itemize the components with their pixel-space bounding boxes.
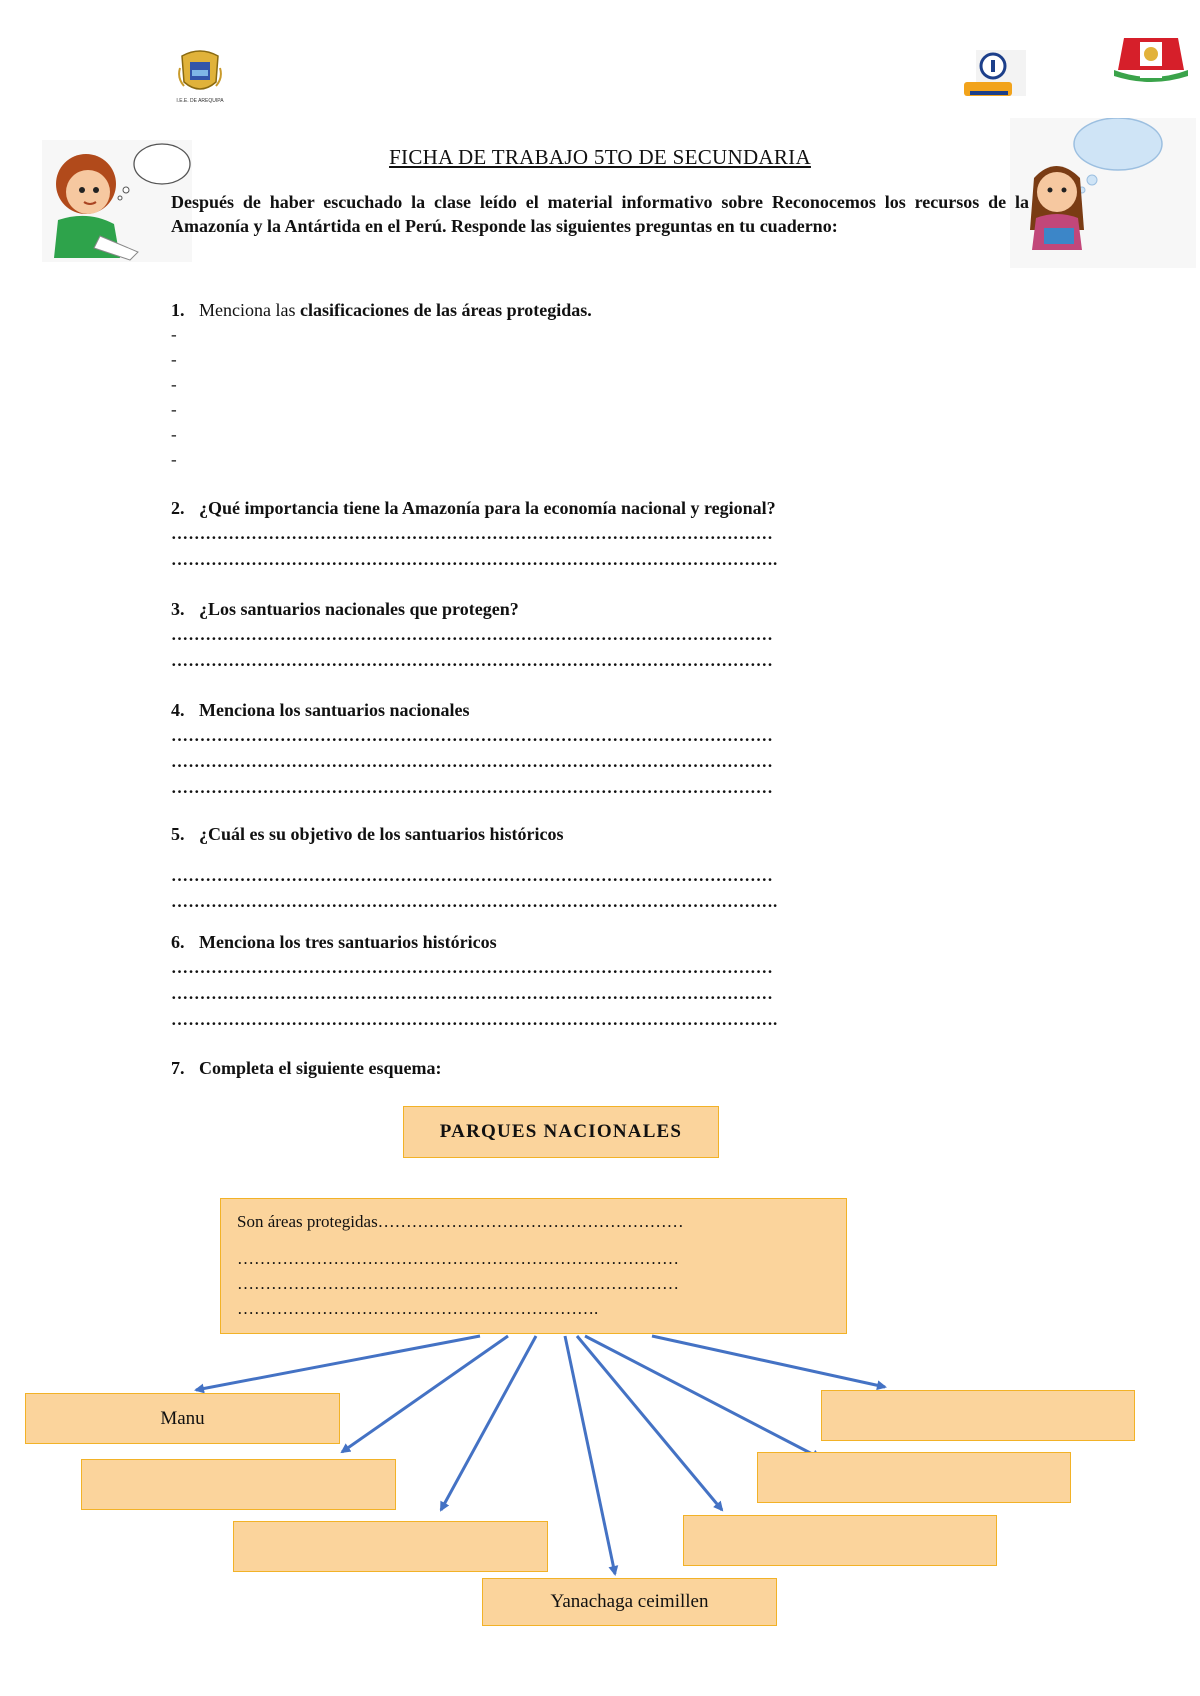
answer-dotted-line: …………………………………………………………………………………………… <box>171 752 773 771</box>
answer-dotted-line: …………………………………………………………………………………………… <box>171 651 773 670</box>
school-logo-caption: I.E.E. DE AREQUIPA <box>176 98 224 104</box>
answer-dash: - <box>171 400 177 419</box>
question-text: Menciona los santuarios nacionales <box>199 700 470 720</box>
instructions-paragraph: Después de haber escuchado la clase leído el material informativo sobre Reconocemos los recursos de la Amazonía y la Antártida en el Perú. Responde las siguientes preguntas en tu cuaderno: <box>171 192 1029 236</box>
schema-leaf-box <box>683 1515 997 1566</box>
answer-dash: - <box>171 350 177 369</box>
answer-dotted-line: …………………………………………………………………………………………… <box>171 984 773 1003</box>
answer-dotted-line: ……………………………………………………………………………………………. <box>171 1010 778 1029</box>
leaf-label: Manu <box>160 1407 205 1429</box>
arrow-to-box-3 <box>441 1336 536 1510</box>
answer-dash: - <box>171 450 177 469</box>
schema-leaf-box <box>757 1452 1071 1503</box>
description-line: ………………………………………………………. <box>237 1299 599 1318</box>
arrow-to-box-7 <box>652 1336 885 1387</box>
answer-dotted-line: ……………………………………………………………………………………………. <box>171 892 778 911</box>
arrow-to-box-5 <box>577 1336 722 1510</box>
schema-leaf-box-yanachaga <box>482 1578 777 1626</box>
page-title: FICHA DE TRABAJO 5TO DE SECUNDARIA <box>389 145 811 169</box>
answer-dash: - <box>171 425 177 444</box>
question-number: 1. <box>171 300 185 320</box>
question-text: ¿Qué importancia tiene la Amazonía para la economía nacional y regional? <box>199 498 776 518</box>
description-line: …………………………………………………………………… <box>237 1249 679 1268</box>
question-number: 7. <box>171 1058 185 1078</box>
arrow-to-manu <box>196 1336 480 1390</box>
description-line: …………………………………………………………………… <box>237 1274 679 1293</box>
answer-dotted-line: …………………………………………………………………………………………… <box>171 958 773 977</box>
question-text-bold: clasificaciones de las áreas protegidas. <box>295 300 592 320</box>
schema-leaf-box <box>81 1459 396 1510</box>
description-line: Son áreas protegidas……………………………………………… <box>237 1212 684 1231</box>
answer-dash: - <box>171 325 177 344</box>
answer-dotted-line: ……………………………………………………………………………………………. <box>171 550 778 569</box>
answer-dotted-line: …………………………………………………………………………………………… <box>171 524 773 543</box>
question-number: 2. <box>171 498 185 518</box>
question-text-plain: Menciona las <box>199 300 296 320</box>
leaf-label: Yanachaga ceimillen <box>550 1591 709 1612</box>
question-number: 5. <box>171 824 185 844</box>
answer-dotted-line: …………………………………………………………………………………………… <box>171 625 773 644</box>
schema-leaf-box <box>233 1521 548 1572</box>
answer-dotted-line: …………………………………………………………………………………………… <box>171 866 773 885</box>
question-text: Menciona los tres santuarios históricos <box>199 932 497 952</box>
answer-dotted-line: …………………………………………………………………………………………… <box>171 778 773 797</box>
schema-leaf-box <box>821 1390 1135 1441</box>
question-number: 6. <box>171 932 185 952</box>
answer-dash: - <box>171 375 177 394</box>
schema-title: PARQUES NACIONALES <box>439 1121 683 1142</box>
question-number: 4. <box>171 700 185 720</box>
question-text: ¿Cuál es su objetivo de los santuarios históricos <box>199 824 564 844</box>
schema-leaf-box-manu <box>25 1393 340 1444</box>
answer-dotted-line: …………………………………………………………………………………………… <box>171 726 773 745</box>
arrow-to-box-6 <box>585 1336 820 1458</box>
question-text: Completa el siguiente esquema: <box>199 1058 442 1078</box>
question-number: 3. <box>171 599 185 619</box>
question-text: ¿Los santuarios nacionales que protegen? <box>199 599 519 619</box>
